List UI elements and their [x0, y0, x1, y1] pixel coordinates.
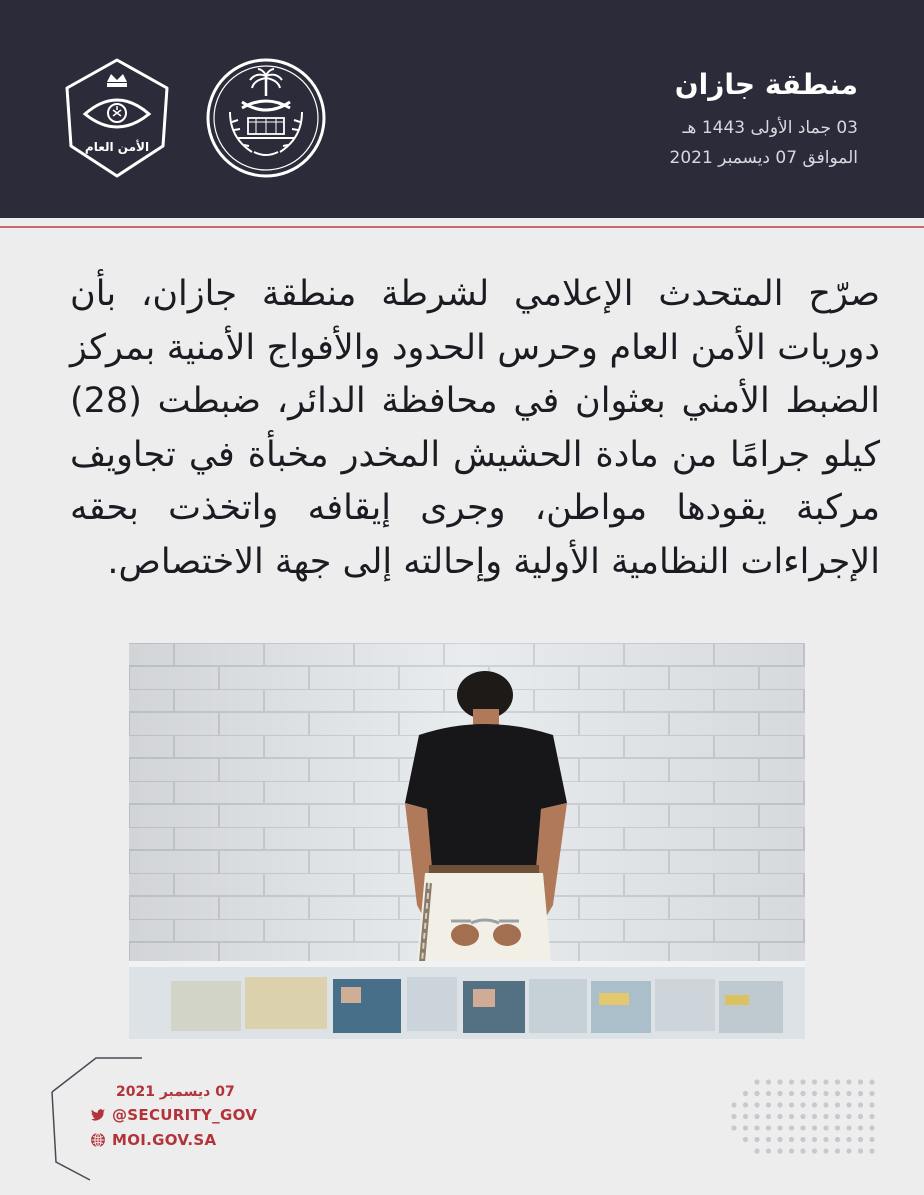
decorative-dot	[823, 1102, 828, 1107]
decorative-dot	[754, 1114, 759, 1119]
decorative-dot	[789, 1125, 794, 1130]
decorative-dot	[846, 1102, 851, 1107]
decorative-dot	[777, 1148, 782, 1153]
decorative-dot	[789, 1091, 794, 1096]
decorative-dot	[766, 1091, 771, 1096]
decorative-dot	[823, 1079, 828, 1084]
decorative-dot	[835, 1148, 840, 1153]
decorative-dot	[846, 1148, 851, 1153]
decorative-dot	[731, 1114, 736, 1119]
decorative-dot	[731, 1102, 736, 1107]
decorative-dot	[743, 1125, 748, 1130]
decorative-dot	[858, 1091, 863, 1096]
decorative-dot	[835, 1114, 840, 1119]
decorative-dots-pattern	[728, 1076, 878, 1156]
decorative-dot	[766, 1137, 771, 1142]
decorative-dot	[835, 1125, 840, 1130]
decorative-dot	[766, 1148, 771, 1153]
decorative-dot	[754, 1125, 759, 1130]
decorative-dot	[800, 1114, 805, 1119]
decorative-dot	[777, 1079, 782, 1084]
decorative-dot	[812, 1114, 817, 1119]
decorative-dot	[858, 1114, 863, 1119]
decorative-dot	[743, 1102, 748, 1107]
decorative-dot	[789, 1102, 794, 1107]
decorative-dot	[846, 1114, 851, 1119]
decorative-dot	[858, 1125, 863, 1130]
decorative-dot	[846, 1091, 851, 1096]
decorative-dot	[869, 1137, 874, 1142]
decorative-dot	[777, 1091, 782, 1096]
website-url: MOI.GOV.SA	[112, 1131, 217, 1149]
twitter-handle-link[interactable]	[90, 1106, 257, 1124]
decorative-dot	[846, 1125, 851, 1130]
decorative-dot	[789, 1137, 794, 1142]
decorative-dot	[777, 1137, 782, 1142]
decorative-dot	[869, 1114, 874, 1119]
decorative-dot	[812, 1102, 817, 1107]
decorative-dot	[754, 1137, 759, 1142]
arrest-photo	[129, 643, 805, 1039]
region-title: منطقة جازان	[674, 68, 858, 101]
decorative-dot	[800, 1091, 805, 1096]
decorative-dot	[743, 1137, 748, 1142]
decorative-dot	[812, 1125, 817, 1130]
decorative-dot	[823, 1114, 828, 1119]
decorative-dot	[858, 1102, 863, 1107]
decorative-dot	[835, 1079, 840, 1084]
decorative-dot	[777, 1114, 782, 1119]
decorative-dot	[800, 1148, 805, 1153]
decorative-dot	[743, 1114, 748, 1119]
decorative-dot	[754, 1102, 759, 1107]
decorative-dot	[858, 1079, 863, 1084]
decorative-dot	[835, 1102, 840, 1107]
decorative-dot	[800, 1125, 805, 1130]
decorative-dot	[800, 1079, 805, 1084]
decorative-dot	[823, 1148, 828, 1153]
decorative-dot	[789, 1079, 794, 1084]
decorative-dot	[800, 1137, 805, 1142]
decorative-dot	[766, 1114, 771, 1119]
decorative-dot	[823, 1091, 828, 1096]
header-divider	[0, 226, 924, 228]
twitter-icon	[90, 1107, 106, 1123]
decorative-dot	[869, 1148, 874, 1153]
decorative-dot	[812, 1079, 817, 1084]
decorative-dot	[823, 1137, 828, 1142]
decorative-dot	[846, 1079, 851, 1084]
gregorian-date: الموافق 07 ديسمبر 2021	[669, 148, 858, 168]
decorative-dot	[846, 1137, 851, 1142]
decorative-dot	[766, 1102, 771, 1107]
hijri-date: 03 جماد الأولى 1443 هـ	[682, 118, 858, 138]
saudi-emblem-icon	[204, 56, 328, 180]
decorative-dot	[754, 1091, 759, 1096]
website-link[interactable]	[90, 1131, 216, 1149]
public-security-logo-icon	[55, 56, 179, 180]
decorative-dot	[835, 1091, 840, 1096]
twitter-handle: @SECURITY_GOV	[112, 1106, 258, 1124]
decorative-dot	[869, 1079, 874, 1084]
decorative-dot	[800, 1102, 805, 1107]
decorative-dot	[754, 1079, 759, 1084]
decorative-dot	[777, 1125, 782, 1130]
decorative-dot	[869, 1102, 874, 1107]
decorative-dot	[812, 1091, 817, 1096]
decorative-dot	[766, 1079, 771, 1084]
decorative-dot	[777, 1102, 782, 1107]
decorative-dot	[823, 1125, 828, 1130]
decorative-dot	[835, 1137, 840, 1142]
decorative-dot	[789, 1148, 794, 1153]
decorative-dot	[858, 1137, 863, 1142]
decorative-dot	[812, 1148, 817, 1153]
public-security-logo-text: الأمن العام	[84, 140, 150, 154]
decorative-dot	[754, 1148, 759, 1153]
decorative-dot	[812, 1137, 817, 1142]
footer-date: 07 ديسمبر 2021	[116, 1084, 235, 1100]
decorative-dot	[869, 1091, 874, 1096]
decorative-dot	[766, 1125, 771, 1130]
decorative-dot	[858, 1148, 863, 1153]
decorative-dot	[743, 1091, 748, 1096]
globe-icon	[90, 1132, 106, 1148]
decorative-dot	[869, 1125, 874, 1130]
decorative-dot	[731, 1125, 736, 1130]
press-statement: صرّح المتحدث الإعلامي لشرطة منطقة جازان، بأن دوريات الأمن العام وحرس الحدود والأفواج الأمنية بمركز الضبط الأمني بعثوان في محافظة الدائر، ضبطت (28) كيلو جرامًا من مادة الحشيش المخدر مخبأة في تجاويف مركبة يقودها مواطن، وجرى إيقافه واتخذت بحقه الإجراءات النظامية الأولية وإحالته إلى جهة الاختصاص.	[70, 274, 880, 582]
decorative-dot	[789, 1114, 794, 1119]
header-banner	[0, 0, 924, 218]
